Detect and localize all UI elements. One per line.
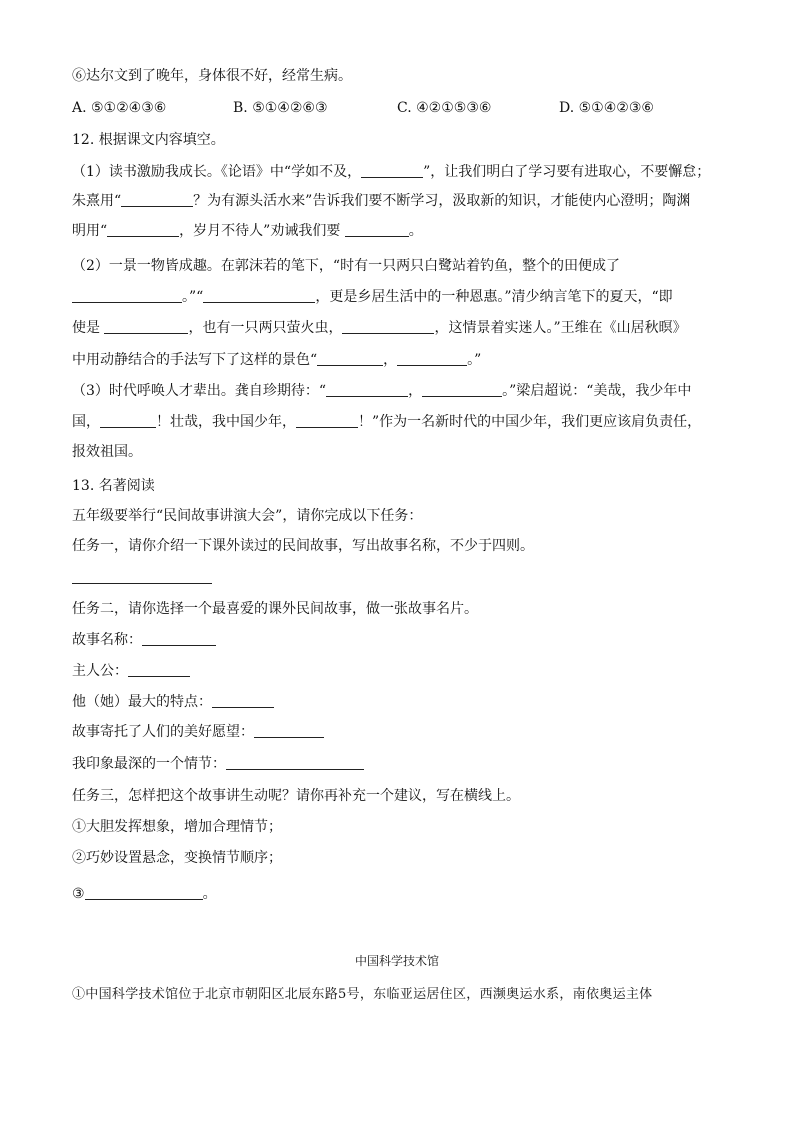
text: ，岁月不待人”劝诫我们要: [179, 223, 341, 239]
q12-part2-line4: [72, 350, 481, 370]
story-card-wish: [72, 722, 324, 742]
q13-task1: 任务一，请你介绍一下课外读过的民间故事，写出故事名称，不少于四则。: [72, 538, 534, 554]
text: ，: [408, 383, 423, 399]
q12-part2-line1: （2）一景一物皆成趣。在郭沫若的笔下，“时有一只两只白鹭站着钓鱼，整个的田便成了: [72, 258, 621, 274]
answer-blank[interactable]: [104, 319, 188, 334]
q13-task3: 任务三，怎样把这个故事讲生动呢？请你再补充一个建议，写在横线上。: [72, 788, 520, 804]
answer-blank[interactable]: [254, 723, 324, 738]
answer-blank[interactable]: [203, 288, 315, 303]
q12-part3-line1: [72, 381, 691, 401]
answer-blank[interactable]: [142, 631, 216, 646]
text: ，更是乡居生活中的一种恩惠。”清少纳言笔下的夏天，“即: [315, 289, 673, 305]
text: 他（她）最大的特点：: [72, 694, 212, 710]
answer-blank[interactable]: [107, 222, 179, 237]
text: 国，: [72, 414, 100, 430]
answer-blank[interactable]: [342, 319, 434, 334]
text: 。”“: [182, 289, 204, 305]
answer-blank[interactable]: [345, 222, 409, 237]
text: （1）读书激励我成长。《论语》中“学如不及，: [72, 164, 362, 180]
text: 。”: [467, 352, 482, 368]
q12-part1-line2: [72, 191, 690, 211]
option-c: C. ④②①⑤③⑥: [397, 100, 492, 116]
q13-title: 13. 名著阅读: [72, 478, 155, 494]
text: 故事寄托了人们的美好愿望：: [72, 724, 254, 740]
answer-blank[interactable]: [72, 569, 212, 584]
text: ，这情景着实迷人。”王维在《山居秋暝》: [434, 320, 687, 336]
text: 使是: [72, 320, 100, 336]
answer-blank[interactable]: [121, 192, 193, 207]
text: 。: [408, 223, 423, 239]
story-card-trait: [72, 692, 274, 712]
q12-part2-line2: [72, 287, 673, 307]
q12-part3-line2: [72, 412, 701, 432]
passage-paragraph-1: ①中国科学技术馆位于北京市朝阳区北辰东路5号，东临亚运居住区，西濒奥运水系，南依奥运主体: [72, 987, 653, 1002]
text: 中用动静结合的手法写下了这样的景色“: [72, 352, 318, 368]
q12-part1-line3: [72, 221, 423, 241]
q13-intro: 五年级要举行“民间故事讲演大会”，请你完成以下任务：: [72, 508, 423, 524]
text: ”，让我们明白了学习要有进取心，不要懈怠；: [423, 164, 711, 180]
text: 。: [202, 886, 217, 902]
q12-part2-line3: [72, 318, 687, 338]
story-card-plot: [72, 754, 364, 774]
option-b: B. ⑤①④②⑥③: [233, 100, 328, 116]
text: ！”作为一名新时代的中国少年，我们更应该肩负责任，: [358, 414, 702, 430]
text: ，: [383, 352, 398, 368]
answer-blank[interactable]: [128, 662, 190, 677]
text: 主人公：: [72, 663, 128, 679]
q13-task2: 任务二，请你选择一个最喜爱的课外民间故事，做一张故事名片。: [72, 601, 478, 617]
q11-item-6: ⑥达尔文到了晚年，身体很不好，经常生病。: [72, 68, 352, 84]
text: ③: [72, 886, 85, 902]
answer-blank[interactable]: [361, 163, 423, 178]
option-d: D. ⑤①④②③⑥: [559, 100, 654, 116]
text: 我印象最深的一个情节：: [72, 756, 226, 772]
suggestion-2: ②巧妙设置悬念，变换情节顺序；: [72, 850, 282, 866]
answer-blank[interactable]: [72, 288, 182, 303]
answer-blank[interactable]: [317, 351, 383, 366]
text: （3）时代呼唤人才辈出。龚自珍期待：“: [72, 383, 327, 399]
text: ？为有源头活水来”告诉我们要不断学习，汲取新的知识，才能使内心澄明；陶渊: [193, 193, 691, 209]
q12-part1-line1: [72, 162, 710, 182]
text: 。”梁启超说：“美哉，我少年中: [502, 383, 692, 399]
suggestion-1: ①大胆发挥想象，增加合理情节；: [72, 819, 282, 835]
text: 朱熹用“: [72, 193, 122, 209]
answer-blank[interactable]: [326, 382, 408, 397]
text: 明用“: [72, 223, 108, 239]
story-card-hero: [72, 661, 190, 681]
story-card-name: [72, 630, 216, 650]
option-a: A. ⑤①②④③⑥: [72, 100, 167, 116]
text: ！壮哉，我中国少年，: [156, 414, 296, 430]
q12-title: 12. 根据课文内容填空。: [72, 132, 225, 148]
answer-blank[interactable]: [226, 755, 364, 770]
text: 故事名称：: [72, 632, 142, 648]
text: ，也有一只两只萤火虫，: [188, 320, 343, 336]
answer-blank[interactable]: [422, 382, 502, 397]
answer-blank[interactable]: [296, 413, 358, 428]
suggestion-3: [72, 884, 217, 904]
q12-part3-line3: 报效祖国。: [72, 444, 142, 460]
task1-answer-line: [72, 568, 212, 588]
passage-title: 中国科学技术馆: [354, 954, 439, 968]
answer-blank[interactable]: [212, 693, 274, 708]
answer-blank[interactable]: [85, 885, 203, 900]
answer-blank[interactable]: [100, 413, 156, 428]
answer-blank[interactable]: [397, 351, 467, 366]
